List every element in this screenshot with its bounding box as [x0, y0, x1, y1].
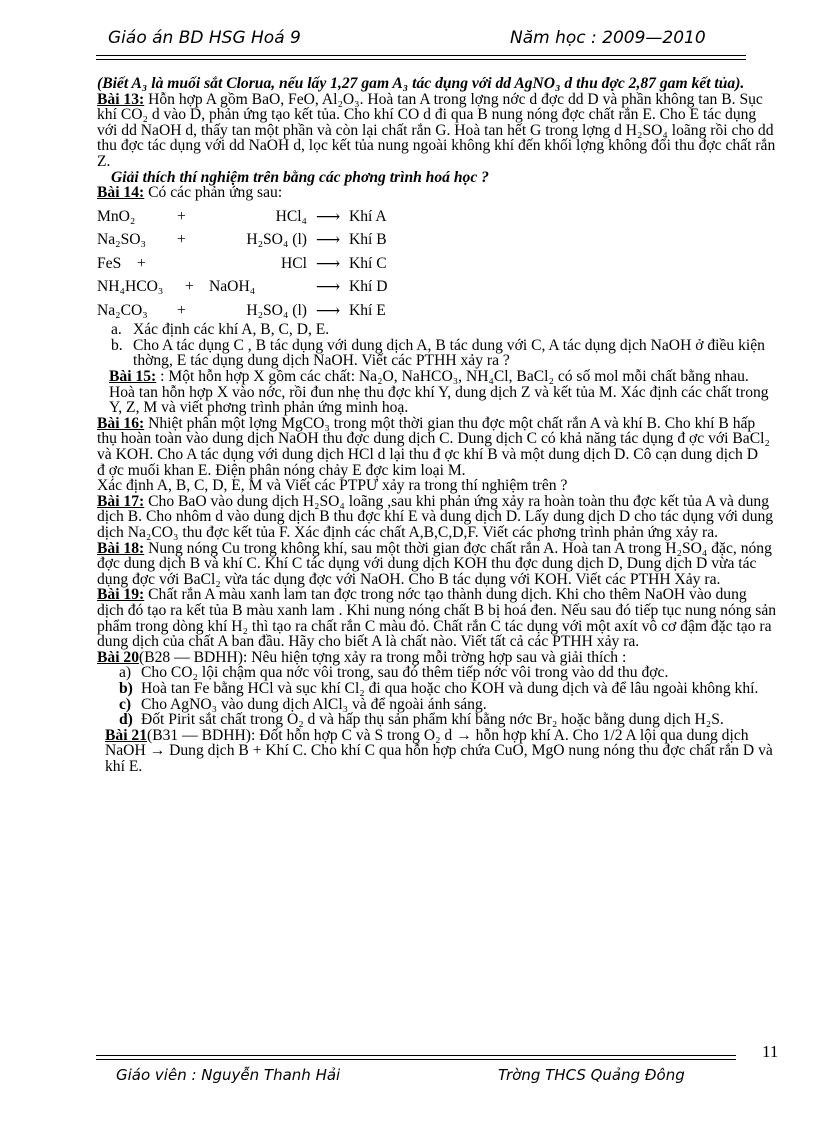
product: Khí A: [349, 207, 387, 225]
bai14-reactions: [97, 205, 777, 323]
bai13-text: Hỗn hợp A gồm BaO, FeO, Al₂O₃. Hoà tan A trong lợng nớc d đợc dd D và phần không tan B. Sục khí CO₂ d vào D, phản ứng tạo kết tủa. Cho khí CO d đi qua B nung nóng đợc chất rắn E. Cho E tác dụng với dd NaOH d, thấy tan một phần và còn lại chất rắn G. Hoà tan hết G trong lợng d H₂SO₄ loãng rồi cho dd thu đợc tác dụng với dd NaOH d, lọc kết tủa nung ngoài không khí đến khối lợng không đổi thu đợc chất rắn Z.: [97, 90, 776, 170]
product: Khí E: [349, 301, 386, 319]
bai17-paragraph: [97, 494, 777, 541]
reactant-2: H₂SO₄ (l): [246, 231, 307, 249]
bai16-text: Nhiệt phân một lợng MgCO₃ trong một thời gian thu đợc một chất rắn A và khí B. Cho khí B hấp thụ hoàn toàn vào dung dịch NaOH thu đợc dung dịch C. Dung dịch C có khả năng tác dụng đ ợc với BaCl₂ và KOH. Cho A tác dụng với dung dịch HCl d lại thu đ ợc khí B và một dung dịch D. Cô cạn dung dịch D: [97, 414, 770, 463]
bai19-label: Bài 19:: [97, 586, 145, 604]
reaction-row: [97, 299, 777, 323]
plus-sign: +: [185, 278, 194, 296]
item-label: c): [119, 695, 132, 713]
document-body: [97, 76, 777, 774]
list-item: [119, 681, 777, 697]
product: Khí D: [349, 278, 388, 296]
bai20-label: Bài 20: [97, 648, 140, 666]
reaction-arrow-icon: ⟶: [315, 300, 341, 320]
reaction-row: [97, 205, 777, 229]
header-title: Giáo án BD HSG Hoá 9: [108, 28, 301, 48]
list-item: [119, 697, 777, 713]
reaction-arrow-icon: ⟶: [315, 277, 341, 297]
reaction-arrow-icon: ⟶: [315, 206, 341, 226]
header-rule-double: [96, 59, 746, 60]
page-number: 11: [762, 1042, 779, 1061]
bai16-label: Bài 16:: [97, 414, 145, 432]
bai16-paragraph: [97, 416, 777, 463]
reaction-row: [97, 275, 777, 299]
reactant-1: Na₂CO₃: [97, 301, 148, 319]
footer-rule: [96, 1055, 736, 1056]
bai20-items: [119, 665, 777, 727]
plus-sign: +: [177, 207, 186, 225]
plus-sign: +: [177, 301, 186, 319]
footer-school: Trờng THCS Quảng Đông: [498, 1066, 685, 1084]
footer-teacher: Giáo viên : Nguyễn Thanh Hải: [116, 1066, 341, 1084]
bai16-line2: đ ợc muối khan E. Điện phân nóng chảy E đợc kim loại M.: [97, 461, 466, 479]
reactant-1: NH₄HCO₃: [97, 278, 164, 296]
reaction-row: [97, 228, 777, 252]
bai13-label: Bài 13:: [97, 90, 145, 108]
list-item: [119, 712, 777, 728]
product: Khí C: [349, 254, 387, 272]
item-text: Cho AgNO₃ vào dung dịch AlCl₃ và để ngoài ánh sáng.: [141, 695, 487, 713]
item-text: Hoà tan Fe bằng HCl và sục khí Cl₂ đi qua hoặc cho KOH và dung dịch và để lâu ngoài không khí.: [141, 679, 759, 697]
bai21-paragraph: [97, 728, 777, 775]
item-label: b): [119, 679, 133, 697]
item-label: a.: [111, 321, 122, 339]
reaction-arrow-icon: ⟶: [315, 253, 341, 273]
bai15-paragraph: [97, 369, 777, 416]
item-label: d): [119, 711, 133, 729]
plus-sign: +: [137, 254, 146, 272]
bai18-text: Nung nóng Cu trong không khí, sau một thời gian đợc chất rắn A. Hoà tan A trong H₂SO₄ đặc, nóng đợc dung dịch B và khí C. Khí C tác dụng với dung dịch KOH thu đợc dung dịch D, Dung dịch D vừa tác dụng đợc với BaCl₂ vừa tác dụng đợc với NaOH. Cho B tác dụng với KOH. Viết các PTHH Xảy ra.: [97, 539, 772, 588]
reaction-arrow-icon: ⟶: [315, 230, 341, 250]
bai15-label: Bài 15:: [109, 368, 157, 386]
bai18-label: Bài 18:: [97, 539, 145, 557]
bai19-text: Chất rắn A màu xanh lam tan đợc trong nớc tạo thành dung dịch. Khi cho thêm NaOH vào dung dịch đó tạo ra kết tủa B màu xanh lam . Khi nung nóng chất B bị hoá đen. Nếu sau đó tiếp tục nung nóng sản phẩm trong dòng khí H₂ thì tạo ra chất rắn C màu đỏ. Chất rắn C tác dụng với một axít vô cơ đậm đặc tạo ra dung dịch của chất A ban đầu. Hãy cho biết A là chất nào. Viết tất cả các PTHH xảy ra.: [97, 586, 777, 651]
bai14-questions: [111, 322, 777, 369]
bai14-label: Bài 14:: [97, 184, 145, 202]
list-item: [111, 338, 777, 369]
item-text: Cho CO₂ lội chậm qua nớc vôi trong, sau đó thêm tiếp nớc vôi trong vào dd thu đợc.: [141, 664, 669, 682]
bai19-paragraph: [97, 587, 777, 649]
reactant-1: MnO₂: [97, 207, 136, 225]
item-text: Cho A tác dụng C , B tác dụng với dung dịch A, B tác dung với C, A tác dụng dịch NaOH ở điều kiện thờng, E tác dụng dung dịch NaOH. Viết các PTHH xảy ra ?: [133, 336, 765, 370]
reactant-2: H₂SO₄ (l): [246, 301, 307, 319]
reactant-2: NaOH₄: [209, 278, 256, 296]
reactant-1: FeS: [97, 254, 122, 272]
header-school-year: Năm học : 2009—2010: [510, 28, 706, 48]
reactant-2: HCl: [281, 254, 307, 272]
bai13-question: Giải thích thí nghiệm trên bằng các phơng trình hoá học ?: [111, 168, 489, 186]
reactant-2: HCl₄: [275, 207, 307, 225]
item-label: a): [119, 664, 132, 682]
bai17-label: Bài 17:: [97, 492, 145, 510]
item-label: b.: [111, 336, 123, 354]
bai14-intro: Có các phản ứng sau:: [148, 184, 283, 202]
plus-sign: +: [177, 231, 186, 249]
intro-note: (Biết A₃ là muối sắt Clorua, nếu lấy 1,27 gam A₃ tác dụng với dd AgNO₃ d thu đợc 2,87 gam kết tủa).: [97, 75, 745, 92]
bai15-text: : Một hỗn hợp X gồm các chất: Na₂O, NaHCO₃, NH₄Cl, BaCl₂ có số mol mỗi chất bằng nhau. Hoà tan hỗn hợp X vào nớc, rồi đun nhẹ thu đợc khí Y, dung dịch Z và kết tủa M. Xác định các chất trong Y, Z, M và viết phơng trình phản ứng minh hoạ.: [109, 368, 769, 417]
product: Khí B: [349, 231, 387, 249]
bai16-line3: Xác định A, B, C, D, E, M và Viết các PTPƯ xảy ra trong thí nghiệm trên ?: [97, 477, 568, 495]
bai17-text: Cho BaO vào dung dịch H₂SO₄ loãng ,sau khi phản ứng xảy ra hoàn toàn thu đợc kết tủa A và dung dịch B. Cho nhôm d vào dung dịch B thu đợc khí E và dung dịch D. Lấy dung dịch D cho tác dụng với dung dịch Na₂CO₃ thu đợc kết tủa F. Xác định các chất A,B,C,D,F. Viết các phơng trình phản ứng xảy ra.: [97, 492, 774, 541]
bai14-heading: [97, 185, 777, 201]
bai21-label: Bài 21: [105, 726, 148, 744]
bai18-paragraph: [97, 541, 777, 588]
bai13-paragraph: [97, 92, 777, 170]
bai20-paragraph: [97, 650, 777, 666]
list-item: [111, 322, 777, 338]
item-text: Đốt Pirit sắt chất trong O₂ d và hấp thụ sản phẩm khí bằng nớc Br₂ hoặc bằng dung dịch H₂S.: [141, 711, 724, 729]
item-text: Xác định các khí A, B, C, D, E.: [133, 321, 330, 339]
bai20-text: (B28 — BDHH): Nêu hiện tợng xảy ra trong mỗi trờng hợp sau và giải thích :: [139, 648, 627, 666]
footer-rule-double: [96, 1059, 736, 1060]
list-item: [119, 665, 777, 681]
reaction-row: [97, 252, 777, 276]
bai21-text: (B31 — BDHH): Đốt hỗn hợp C và S trong O₂ d → hỗn hợp khí A. Cho 1/2 A lội qua dung dịch NaOH → Dung dịch B + Khí C. Cho khí C qua hỗn hợp chứa CuO, MgO nung nóng thu đợc chất rắn D và khí E.: [105, 726, 773, 775]
header-rule: [96, 55, 746, 56]
reactant-1: Na₂SO₃: [97, 231, 146, 249]
